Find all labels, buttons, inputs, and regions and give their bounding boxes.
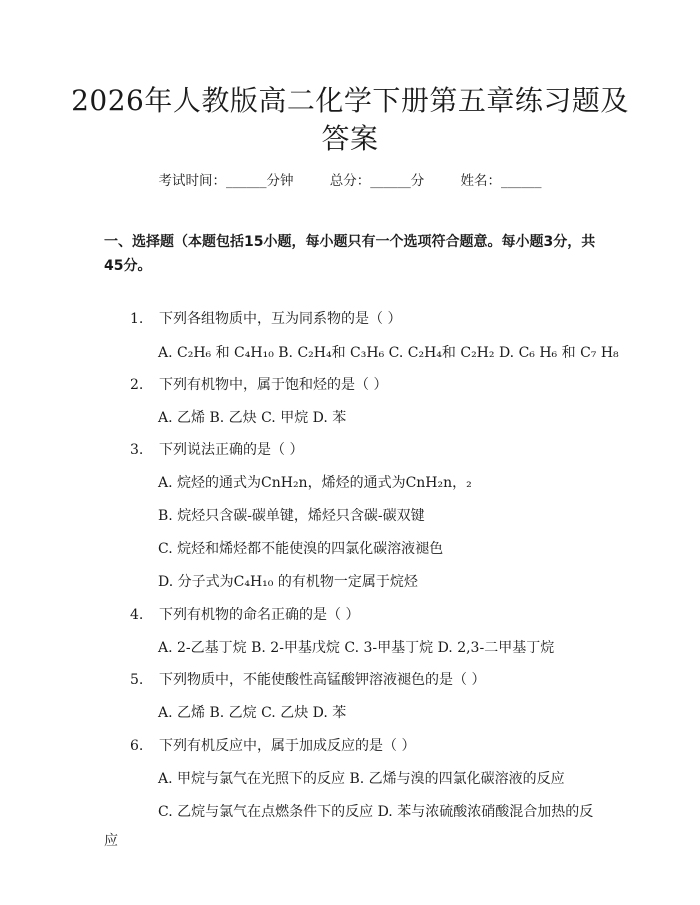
question-stem: 下列各组物质中，互为同系物的是（ ） xyxy=(159,311,402,327)
question-3-option-a: A. 烷烃的通式为CnH₂n，烯烃的通式为CnH₂n，₂ xyxy=(158,475,472,491)
exam-info-line xyxy=(0,169,700,189)
question-6-options-ab: A. 甲烷与氯气在光照下的反应 B. 乙烯与溴的四氯化碳溶液的反应 xyxy=(158,771,565,787)
question-2-options: A. 乙烯 B. 乙炔 C. 甲烷 D. 苯 xyxy=(158,410,347,426)
question-5-options: A. 乙烯 B. 乙烷 C. 乙炔 D. 苯 xyxy=(158,705,347,721)
question-number: 6. xyxy=(130,738,144,754)
question-stem: 下列物质中，不能使酸性高锰酸钾溶液褪色的是（ ） xyxy=(159,672,486,688)
question-4 xyxy=(130,605,359,625)
question-number: 5. xyxy=(130,672,144,688)
total-score-field: 总分：______分 xyxy=(329,173,425,189)
question-stem: 下列有机反应中，属于加成反应的是（ ） xyxy=(159,738,416,754)
question-number: 2. xyxy=(130,377,144,393)
question-6 xyxy=(130,736,415,756)
question-5 xyxy=(130,670,485,690)
question-3-option-c: C. 烷烃和烯烃都不能使溴的四氯化碳溶液褪色 xyxy=(158,541,444,557)
student-name-field: 姓名：______ xyxy=(460,173,542,189)
question-stem: 下列有机物的命名正确的是（ ） xyxy=(159,607,360,623)
question-1 xyxy=(130,309,401,329)
question-stem: 下列有机物中，属于饱和烃的是（ ） xyxy=(159,377,388,393)
question-6-options-wrap: 应 xyxy=(104,833,118,849)
document-title: 2026年人教版高二化学下册第五章练习题及答案 xyxy=(71,84,629,155)
question-3-option-d: D. 分子式为C₄H₁₀ 的有机物一定属于烷烃 xyxy=(158,574,418,590)
question-stem: 下列说法正确的是（ ） xyxy=(159,442,304,458)
section-heading: 一、选择题（本题包括15小题，每小题只有一个选项符合题意。每小题3分，共45分。 xyxy=(104,234,596,274)
question-3 xyxy=(130,440,303,460)
question-3-option-b: B. 烷烃只含碳-碳单键，烯烃只含碳-碳双键 xyxy=(158,508,425,524)
question-4-options: A. 2-乙基丁烷 B. 2-甲基戊烷 C. 3-甲基丁烷 D. 2,3-二甲基丁烷 xyxy=(158,640,555,656)
question-number: 3. xyxy=(130,442,144,458)
exam-time-field: 考试时间：______分钟 xyxy=(158,173,294,189)
question-2 xyxy=(130,375,387,395)
question-number: 4. xyxy=(130,607,144,623)
question-number: 1. xyxy=(130,311,144,327)
question-6-options-cd: C. 乙烷与氯气在点燃条件下的反应 D. 苯与浓硫酸浓硝酸混合加热的反 xyxy=(158,804,594,820)
question-1-options: A. C₂H₆ 和 C₄H₁₀ B. C₂H₄和 C₃H₆ C. C₂H₄和 C₂H₂ D. C₆ H₆ 和 C₇ H₈ xyxy=(158,345,619,361)
